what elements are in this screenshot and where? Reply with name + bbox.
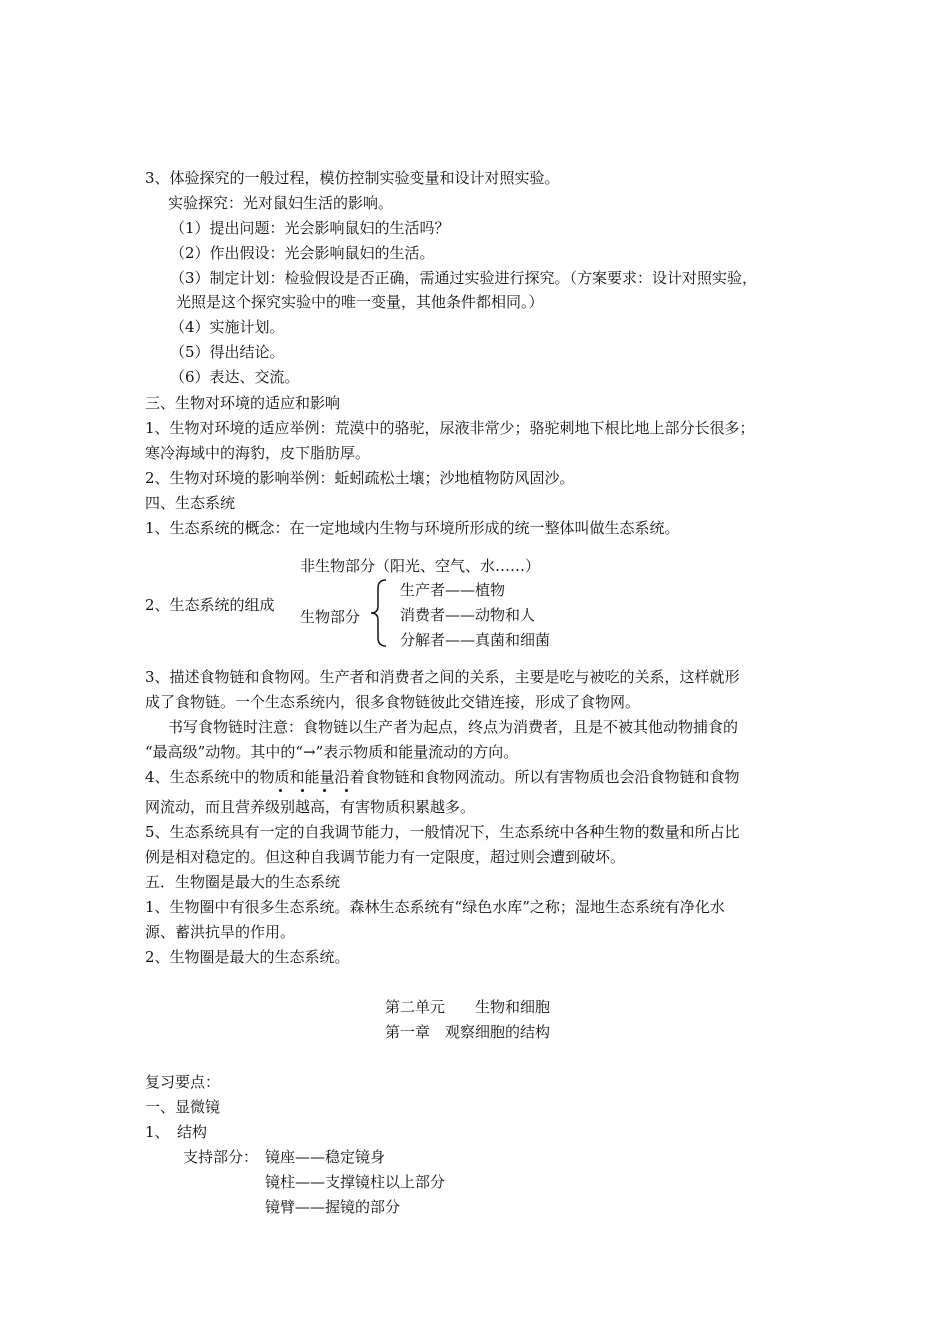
section-4-item3-line1: 3、描述食物链和食物网。生产者和消费者之间的关系，主要是吃与被吃的关系，这样就形 [145,668,740,686]
section-3-heading: 三、生物对环境的适应和影响 [145,394,341,412]
consumer: 消费者——动物和人 [400,606,536,624]
section-5-item1-line2: 源、蓄洪抗旱的作用。 [145,923,296,941]
curly-brace-icon [368,578,390,648]
composition-label: 2、生态系统的组成 [145,596,275,614]
section-4-item5-line1: 5、生态系统具有一定的自我调节能力，一般情况下，生态系统中各种生物的数量和所占比 [145,823,740,841]
section-4-item3-line2: 成了食物链。一个生态系统内，很多食物链彼此交错连接，形成了食物网。 [145,693,641,711]
step-6: （6）表达、交流。 [170,368,300,386]
support-item-base: 镜座——稳定镜身 [265,1148,386,1166]
review-points: 复习要点： [145,1073,221,1091]
emphasis-dot [345,789,348,792]
item-3-inquiry: 3、体验探究的一般过程，模仿控制实验变量和设计对照实验。 [145,169,560,187]
section-4-item1: 1、生态系统的概念：在一定地域内生物与环境所形成的统一整体叫做生态系统。 [145,519,680,537]
support-label: 支持部分： [183,1148,259,1166]
section-3-item2: 2、生物对环境的影响举例：蚯蚓疏松土壤；沙地植物防风固沙。 [145,469,575,487]
section-4-item5-line2: 例是相对稳定的。但这种自我调节能力有一定限度，超过则会遭到破坏。 [145,848,626,866]
emphasis-dot [323,789,326,792]
emphasis-dot [279,789,282,792]
section-5-item2: 2、生物圈是最大的生态系统。 [145,948,350,966]
section-3-item1-line1: 1、生物对环境的适应举例：荒漠中的骆驼，尿液非常少；骆驼刺地下根比地上部分长很多； [145,419,755,437]
support-item-pillar: 镜柱——支撑镜柱以上部分 [265,1173,446,1191]
nonliving-part: 非生物部分（阳光、空气、水……） [300,557,541,575]
food-chain-note-line2: “最高级”动物。其中的“→”表示物质和能量流动的方向。 [145,743,519,761]
microscope-heading: 一、显微镜 [145,1098,221,1116]
step-1: （1）提出问题：光会影响鼠妇的生活吗？ [170,219,450,237]
unit-title: 第二单元 生物和细胞 [385,998,551,1016]
experiment-title: 实验探究：光对鼠妇生活的影响。 [168,194,394,212]
step-3-line2: 光照是这个探究实验中的唯一变量，其他条件都相同。） [176,293,544,311]
decomposer: 分解者——真菌和细菌 [400,631,551,649]
step-4: （4）实施计划。 [170,318,285,336]
section-5-item1-line1: 1、生物圈中有很多生态系统。森林生态系统有“绿色水库”之称；湿地生态系统有净化水 [145,898,725,916]
step-2: （2）作出假设：光会影响鼠妇的生活。 [170,244,435,262]
section-4-heading: 四、生态系统 [145,494,236,512]
section-4-item4-line2: 网流动，而且营养级别越高，有害物质积累越多。 [145,798,476,816]
emphasis-dot [301,789,304,792]
support-item-arm: 镜臂——握镜的部分 [265,1198,401,1216]
section-3-item1-line2: 寒冷海域中的海豹，皮下脂肪厚。 [145,444,371,462]
food-chain-note-line1: 书写食物链时注意：食物链以生产者为起点，终点为消费者，且是不被其他动物捕食的 [168,718,739,736]
chapter-title: 第一章 观察细胞的结构 [385,1023,551,1041]
step-3-line1: （3）制定计划：检验假设是否正确，需通过实验进行探究。（方案要求：设计对照实验， [170,269,758,287]
section-4-item4-line1: 4、生态系统中的物质和能量沿着食物链和食物网流动。所以有害物质也会沿食物链和食物 [145,768,740,786]
step-5: （5）得出结论。 [170,343,285,361]
producer: 生产者——植物 [400,581,506,599]
living-part: 生物部分 [300,608,361,626]
structure-item: 1、 结构 [145,1123,208,1141]
section-5-heading: 五．生物圈是最大的生态系统 [145,873,341,891]
